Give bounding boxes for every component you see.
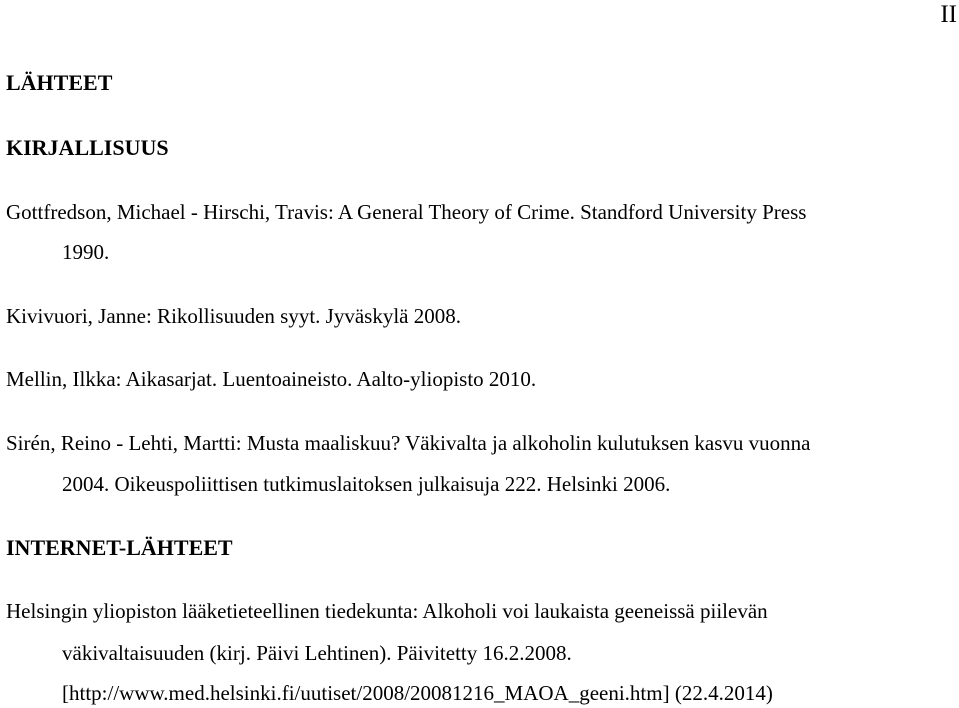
section-heading-internet: INTERNET-LÄHTEET: [6, 535, 233, 560]
page-number: II: [940, 1, 957, 28]
reference-line: Mellin, Ilkka: Aikasarjat. Luentoaineisto. Aalto-yliopisto 2010.: [6, 367, 537, 391]
section-heading-literature: KIRJALLISUUS: [6, 135, 169, 160]
page-title: LÄHTEET: [6, 70, 113, 95]
reference-line: 1990.: [62, 240, 110, 264]
reference-url[interactable]: [http://www.med.helsinki.fi/uutiset/2008/20081216_MAOA_geeni.htm] (22.4.2014): [62, 681, 773, 705]
reference-line: Gottfredson, Michael - Hirschi, Travis: A General Theory of Crime. Standford University Press: [6, 200, 807, 224]
reference-line: Sirén, Reino - Lehti, Martti: Musta maaliskuu? Väkivalta ja alkoholin kulutuksen kasvu vuonna: [6, 431, 811, 455]
reference-line: väkivaltaisuuden (kirj. Päivi Lehtinen). Päivitetty 16.2.2008.: [62, 641, 572, 665]
reference-line: Helsingin yliopiston lääketieteellinen tiedekunta: Alkoholi voi laukaista geeneissä piilevän: [6, 599, 768, 623]
reference-line: 2004. Oikeuspoliittisen tutkimuslaitoksen julkaisuja 222. Helsinki 2006.: [62, 472, 671, 496]
reference-line: Kivivuori, Janne: Rikollisuuden syyt. Jyväskylä 2008.: [6, 304, 461, 328]
